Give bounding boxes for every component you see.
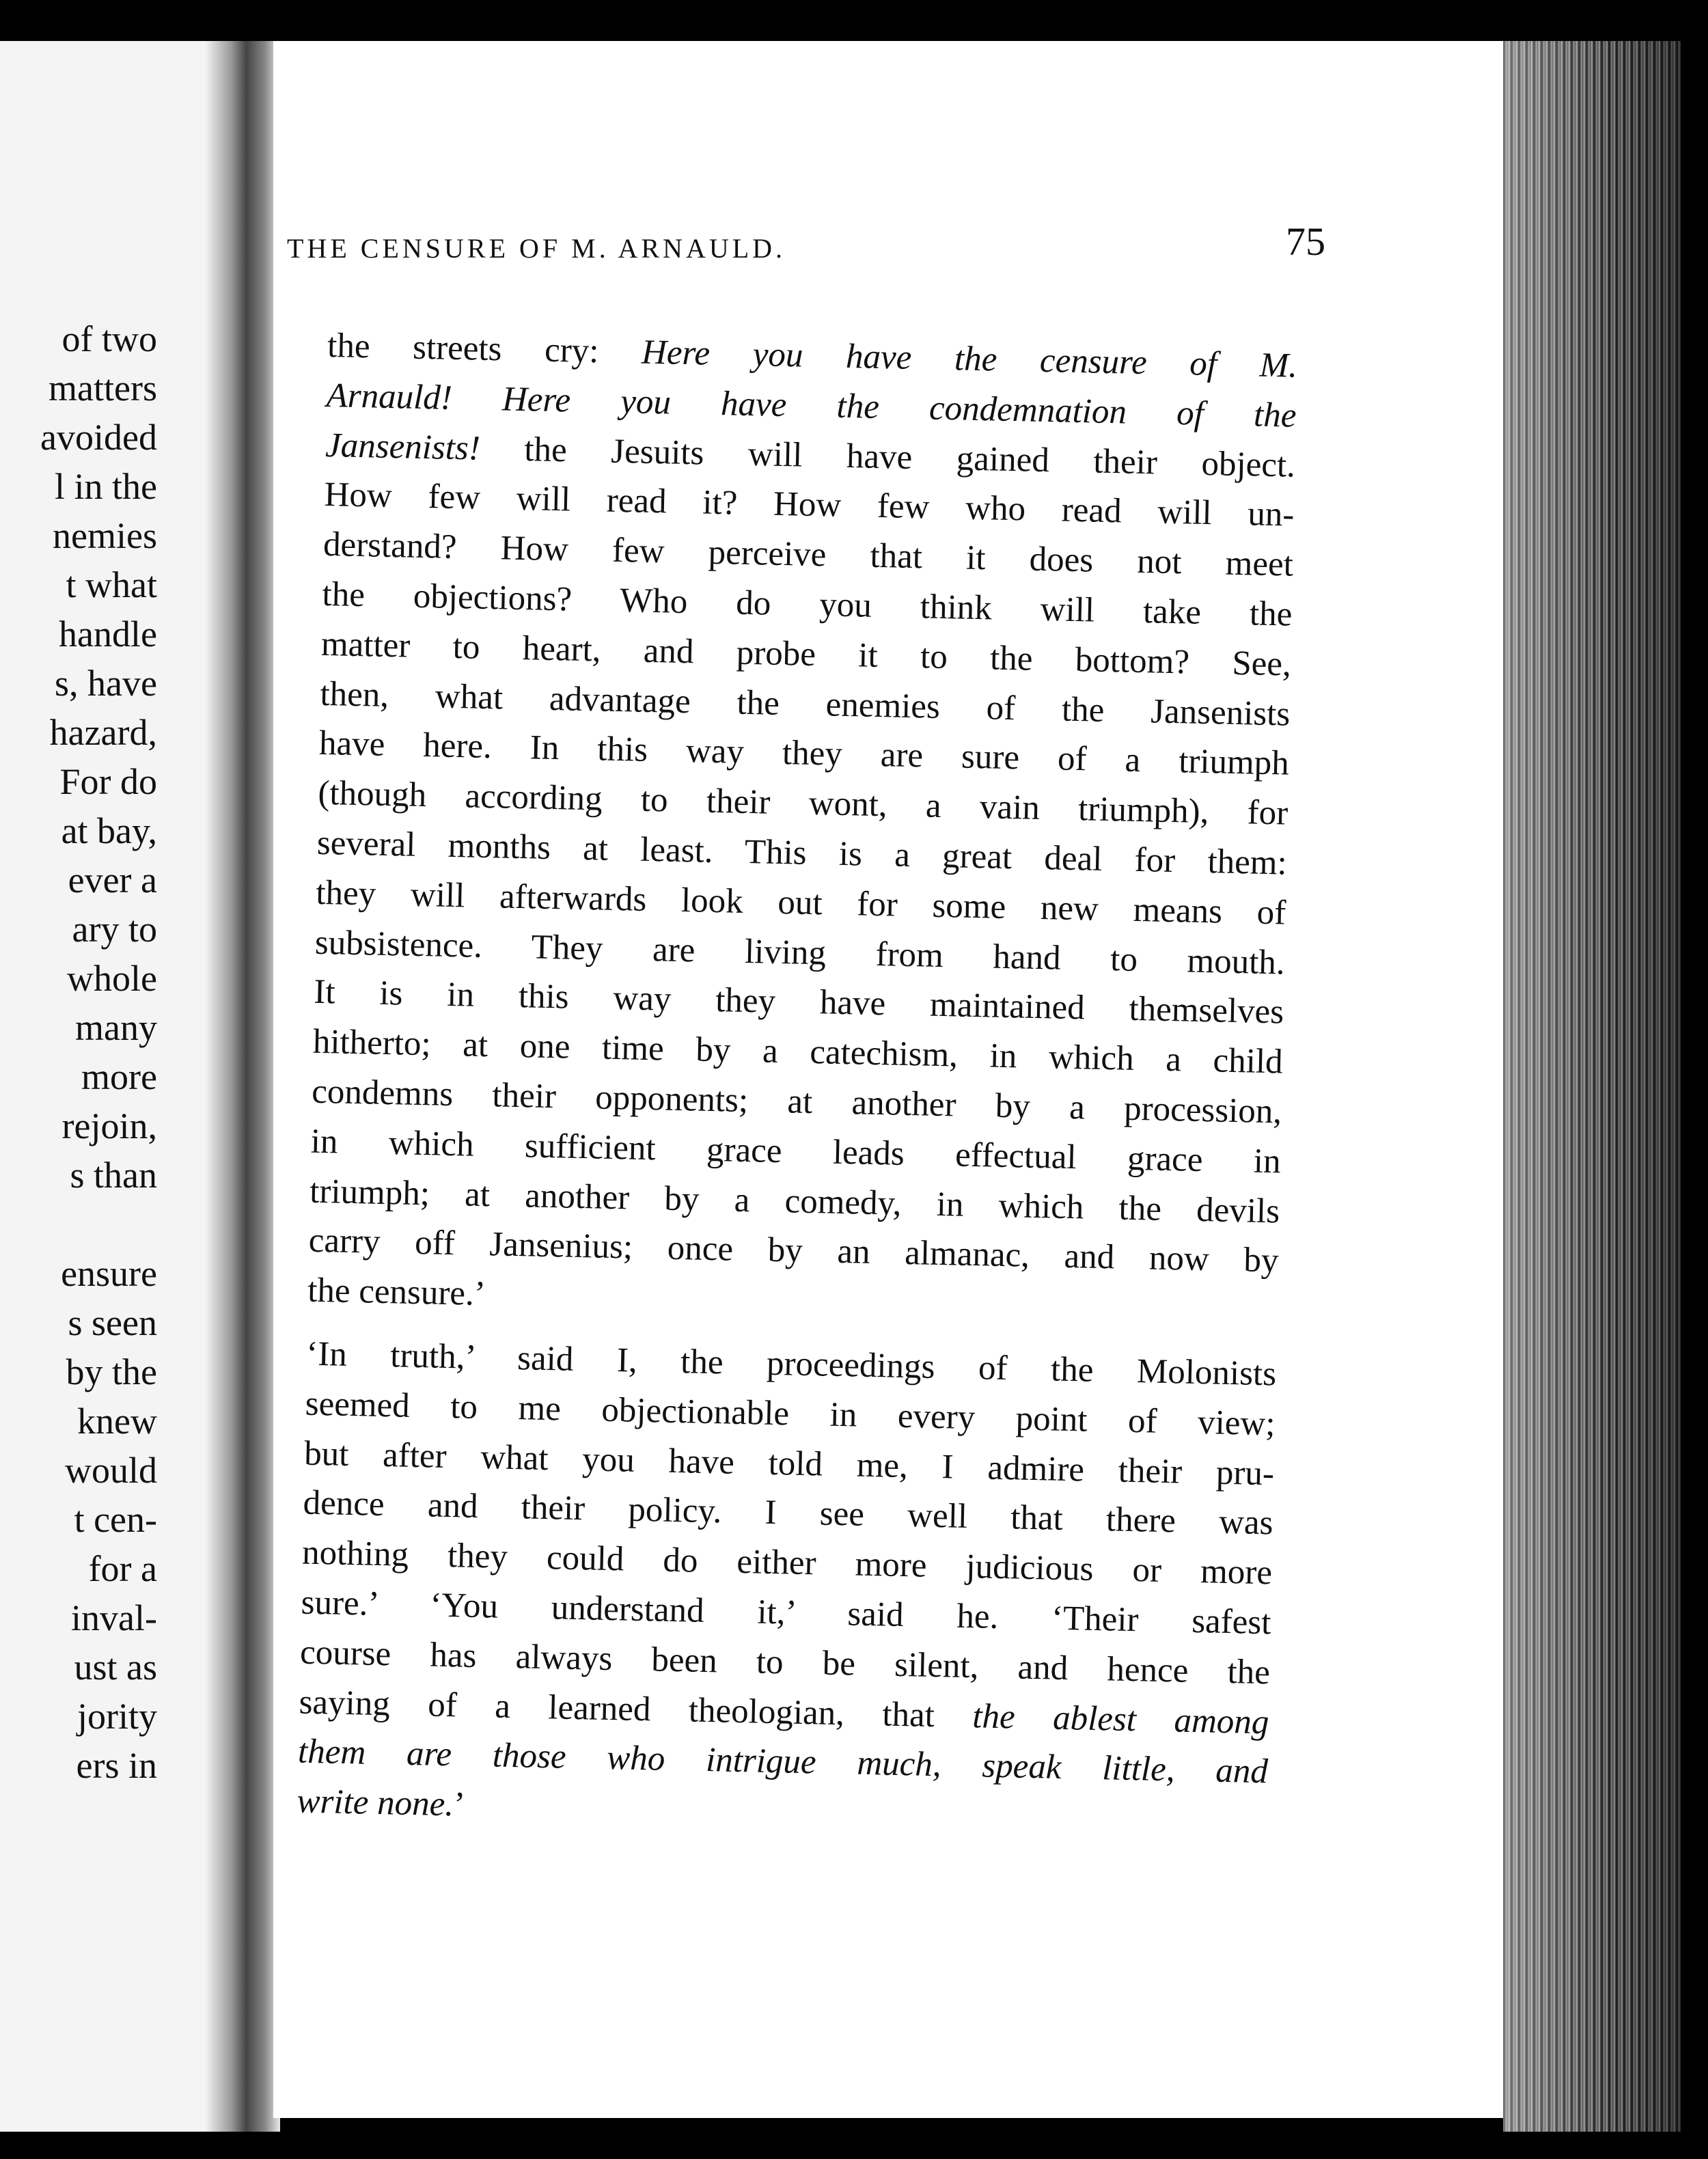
roman-text: the censure.’ — [307, 1271, 486, 1314]
left-page-fragment: for a — [88, 1548, 157, 1589]
left-page-fragment: t cen- — [74, 1499, 157, 1540]
roman-text: derstand? How few perceive that it does not meet — [322, 525, 1294, 584]
left-page-fragment: ers in — [76, 1745, 157, 1786]
left-page-fragment: of two — [61, 318, 157, 359]
roman-text: nothing they could do either more judicious or more — [301, 1533, 1273, 1593]
roman-text: have here. In this way they are sure of a triumph — [318, 724, 1290, 783]
left-page-fragment: at bay, — [61, 810, 157, 851]
left-page-fragment: avoided — [40, 417, 157, 458]
left-page-fragment: jority — [77, 1696, 157, 1737]
left-page-fragment: by the — [66, 1351, 157, 1392]
italic-text: Here you have the censure of M. — [641, 333, 1298, 385]
roman-text: How few will read it? How few who read will un- — [324, 476, 1295, 535]
roman-text: triumph; at another by a comedy, in which the devils — [309, 1172, 1280, 1230]
left-page-fragment: ever a — [68, 860, 157, 900]
roman-text: they will afterwards look out for some new means of — [315, 873, 1286, 933]
roman-text: several months at least. This is a great deal for them: — [316, 823, 1288, 883]
left-page-fragment: matters — [49, 368, 157, 409]
left-page-fragment: knew — [77, 1401, 157, 1442]
left-page-fragment: ary to — [72, 909, 157, 950]
left-page-fragment: s seen — [68, 1302, 157, 1343]
roman-text: subsistence. They are living from hand to mouth. — [314, 923, 1286, 982]
roman-text: matter to heart, and probe it to the bottom? See, — [320, 624, 1292, 684]
left-page-fragment — [0, 1200, 157, 1249]
left-page-fragment: hazard, — [49, 712, 157, 753]
roman-text: sure.’ ‘You understand it,’ said he. ‘Their safest — [301, 1583, 1271, 1642]
left-page-fragment: ust as — [74, 1647, 157, 1688]
roman-text: ‘In truth,’ said I, the proceedings of the Molonists — [305, 1334, 1277, 1394]
paragraph-1 — [307, 321, 1298, 1336]
body-text — [297, 321, 1298, 1847]
roman-text: but after what you have told me, I admire their pru- — [303, 1434, 1275, 1493]
left-page-fragment: l in the — [55, 466, 157, 507]
left-page-fragment: nemies — [53, 515, 157, 556]
left-page-fragment: would — [65, 1450, 157, 1491]
roman-text: course has always been to be silent, and hence the — [299, 1633, 1271, 1692]
left-page-fragment: For do — [59, 761, 157, 802]
paragraph-2 — [297, 1330, 1277, 1847]
roman-text: condemns their opponents; at another by a procession, — [311, 1072, 1282, 1131]
italic-text: Arnauld! Here you have the condemnation of the — [326, 376, 1297, 435]
left-page-fragment: inval- — [71, 1597, 157, 1638]
roman-text: ’ — [453, 1785, 466, 1824]
roman-text: carry off Jansenius; once by an almanac, and now by — [308, 1222, 1280, 1280]
roman-text: (though according to their wont, a vain triumph), for — [317, 774, 1289, 833]
left-page-fragment: many — [75, 1007, 157, 1048]
roman-text: in which sufficient grace leads effectual grace in — [310, 1122, 1282, 1181]
italic-text: Jansenists! — [325, 426, 481, 468]
left-facing-page — [0, 41, 225, 2132]
left-page-fragment: rejoin, — [61, 1105, 157, 1146]
binding-gutter — [205, 41, 280, 2132]
left-page-text-fragments — [0, 314, 157, 1790]
roman-text: dence and their policy. I see well that there was — [303, 1483, 1274, 1543]
left-page-fragment: more — [81, 1056, 157, 1097]
left-page-fragment: whole — [67, 958, 157, 999]
roman-text: then, what advantage the enemies of the Jansenists — [319, 674, 1291, 734]
roman-text: saying of a learned theologian, that — [299, 1683, 974, 1735]
page-edge-stack — [1503, 41, 1681, 2132]
roman-text: It is in this way they have maintained themselves — [313, 973, 1284, 1032]
italic-text: the ablest among — [972, 1696, 1269, 1742]
left-page-fragment: s than — [70, 1155, 157, 1196]
left-page-fragment: t what — [66, 564, 157, 605]
roman-text: the streets cry: — [327, 326, 642, 372]
roman-text: hitherto; at one time by a catechism, in which a child — [312, 1022, 1284, 1082]
left-page-fragment: s, have — [55, 663, 157, 704]
left-page-fragment: handle — [59, 614, 157, 655]
roman-text: the objections? Who do you think will take the — [322, 575, 1293, 634]
roman-text: seemed to me objectionable in every point of view; — [305, 1384, 1276, 1444]
left-page-fragment: ensure — [61, 1253, 157, 1294]
running-head-title: THE CENSURE OF M. ARNAULD. — [287, 233, 786, 264]
italic-text: them are those who intrigue much, speak little, and — [297, 1732, 1269, 1791]
roman-text: the Jesuits will have gained their object. — [480, 429, 1296, 485]
italic-text: write none. — [297, 1782, 454, 1824]
page-number: 75 — [1286, 219, 1325, 264]
